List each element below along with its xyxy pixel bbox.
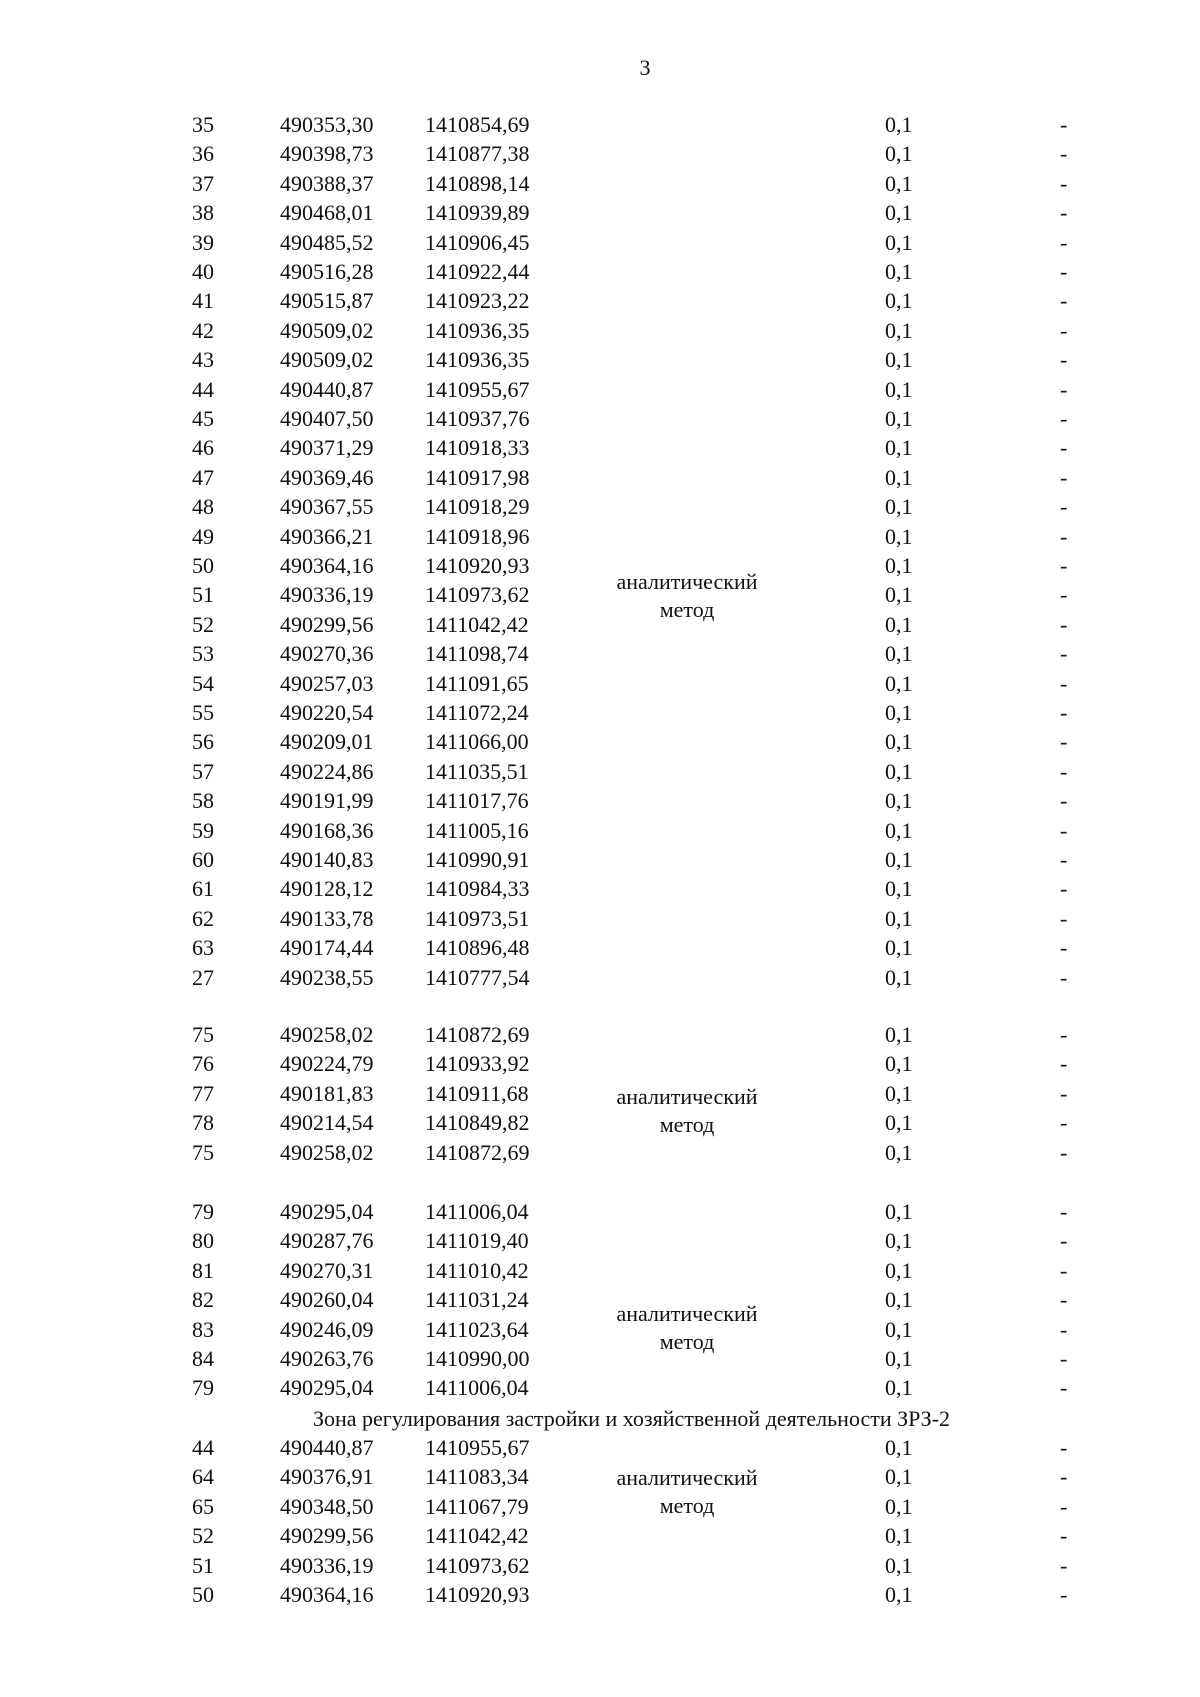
accuracy-value: 0,1 [885, 1552, 913, 1578]
description-value: - [1060, 1257, 1068, 1283]
description-value: - [1060, 406, 1068, 431]
coordinate-x: 490376,91 [280, 1464, 374, 1490]
table-row [0, 1049, 1200, 1078]
table-row [0, 169, 1200, 198]
accuracy-value: 0,1 [885, 1110, 913, 1136]
description-value: - [1060, 964, 1068, 990]
accuracy-value: 0,1 [885, 758, 913, 784]
description-value: - [1060, 259, 1068, 284]
accuracy-value: 0,1 [885, 376, 913, 402]
point-number: 63 [192, 935, 214, 961]
accuracy-value: 0,1 [885, 1257, 913, 1283]
coordinate-x: 490364,16 [280, 1582, 374, 1607]
point-number: 44 [192, 376, 214, 402]
table-row [0, 963, 1200, 992]
description-value: - [1060, 112, 1068, 137]
point-number: 54 [192, 670, 214, 696]
coordinate-x: 490181,83 [280, 1080, 374, 1106]
coordinate-x: 490440,87 [280, 376, 374, 402]
coordinate-y: 1411067,79 [425, 1493, 529, 1519]
table-row [0, 463, 1200, 492]
coordinate-y: 1410906,45 [425, 229, 530, 255]
table-row [0, 1433, 1200, 1462]
accuracy-value: 0,1 [885, 905, 913, 931]
description-value: - [1060, 317, 1068, 343]
description-value: - [1060, 817, 1068, 843]
coordinate-x: 490485,52 [280, 229, 374, 255]
accuracy-value: 0,1 [885, 847, 913, 872]
coordinate-x: 490287,76 [280, 1228, 374, 1254]
coordinate-y: 1410911,68 [425, 1080, 529, 1106]
description-value: - [1060, 1523, 1068, 1549]
point-number: 50 [192, 553, 214, 578]
coordinate-y: 1411072,24 [425, 700, 529, 725]
coordinate-y: 1410955,67 [425, 1435, 530, 1460]
accuracy-value: 0,1 [885, 317, 913, 343]
coordinate-y: 1410933,92 [425, 1051, 530, 1077]
description-value: - [1060, 1022, 1068, 1047]
accuracy-value: 0,1 [885, 229, 913, 255]
point-number: 57 [192, 758, 214, 784]
method-label-line: аналитический [616, 1465, 758, 1490]
method-label [567, 1464, 807, 1520]
page-number: 3 [639, 55, 651, 80]
description-value: - [1060, 905, 1068, 931]
coordinate-y: 1410872,69 [425, 1139, 530, 1165]
table-row [0, 1373, 1200, 1402]
coordinate-y: 1410920,93 [425, 1582, 530, 1607]
table-row [0, 257, 1200, 286]
coordinate-y: 1410955,67 [425, 376, 530, 402]
accuracy-value: 0,1 [885, 406, 913, 431]
point-number: 50 [192, 1582, 214, 1607]
coordinate-x: 490348,50 [280, 1493, 374, 1519]
table-row [0, 198, 1200, 227]
accuracy-value: 0,1 [885, 1228, 913, 1254]
table-row [0, 110, 1200, 139]
coordinate-y: 1410939,89 [425, 200, 530, 226]
point-number: 51 [192, 1552, 214, 1578]
description-value: - [1060, 1051, 1068, 1077]
coordinate-y: 1410877,38 [425, 141, 530, 167]
coordinate-x: 490209,01 [280, 729, 374, 755]
description-value: - [1060, 1110, 1068, 1136]
point-number: 27 [192, 964, 214, 990]
accuracy-value: 0,1 [885, 170, 913, 196]
coordinate-x: 490407,50 [280, 406, 374, 431]
table-row [0, 228, 1200, 257]
accuracy-value: 0,1 [885, 788, 913, 814]
table-row [0, 874, 1200, 903]
method-label [567, 1083, 807, 1139]
point-number: 35 [192, 112, 214, 137]
table-row [0, 1226, 1200, 1255]
accuracy-value: 0,1 [885, 1139, 913, 1165]
table-row [0, 139, 1200, 168]
description-value: - [1060, 641, 1068, 667]
coordinate-x: 490468,01 [280, 200, 374, 226]
accuracy-value: 0,1 [885, 464, 913, 490]
accuracy-value: 0,1 [885, 1051, 913, 1077]
description-value: - [1060, 1582, 1068, 1607]
table-row [0, 816, 1200, 845]
accuracy-value: 0,1 [885, 1022, 913, 1047]
description-value: - [1060, 553, 1068, 578]
table-row [0, 727, 1200, 756]
table-row [0, 669, 1200, 698]
point-number: 47 [192, 464, 214, 490]
accuracy-value: 0,1 [885, 935, 913, 961]
coordinate-x: 490515,87 [280, 288, 374, 314]
coordinate-x: 490128,12 [280, 876, 374, 902]
accuracy-value: 0,1 [885, 1493, 913, 1519]
coordinate-y: 1411017,76 [425, 788, 529, 814]
coordinate-x: 490257,03 [280, 670, 374, 696]
accuracy-value: 0,1 [885, 641, 913, 667]
description-value: - [1060, 729, 1068, 755]
coordinate-x: 490388,37 [280, 170, 374, 196]
coordinate-y: 1410777,54 [425, 964, 530, 990]
method-label-line: метод [659, 1112, 715, 1137]
method-label-line: метод [659, 1493, 715, 1518]
coordinate-x: 490509,02 [280, 317, 374, 343]
table-row [0, 1551, 1200, 1580]
accuracy-value: 0,1 [885, 553, 913, 578]
coordinate-x: 490299,56 [280, 1523, 374, 1549]
description-value: - [1060, 1346, 1068, 1371]
point-number: 52 [192, 611, 214, 637]
coordinate-x: 490168,36 [280, 817, 374, 843]
table-row [0, 492, 1200, 521]
table-row [0, 639, 1200, 668]
coordinate-x: 490295,04 [280, 1375, 374, 1401]
accuracy-value: 0,1 [885, 288, 913, 314]
coordinate-y: 1411006,04 [425, 1199, 529, 1224]
point-number: 39 [192, 229, 214, 255]
accuracy-value: 0,1 [885, 494, 913, 520]
coordinate-y: 1410936,35 [425, 317, 530, 343]
coordinate-y: 1410984,33 [425, 876, 530, 902]
point-number: 77 [192, 1080, 214, 1106]
point-number: 61 [192, 876, 214, 902]
coordinate-y: 1410923,22 [425, 288, 530, 314]
description-value: - [1060, 1228, 1068, 1254]
description-value: - [1060, 758, 1068, 784]
coordinate-x: 490270,31 [280, 1257, 374, 1283]
method-label-line: аналитический [616, 569, 758, 594]
coordinate-y: 1411005,16 [425, 817, 529, 843]
coordinate-x: 490509,02 [280, 347, 374, 373]
point-number: 62 [192, 905, 214, 931]
table-row [0, 1138, 1200, 1167]
coordinate-y: 1410918,96 [425, 523, 530, 549]
accuracy-value: 0,1 [885, 523, 913, 549]
point-number: 36 [192, 141, 214, 167]
table-row [0, 316, 1200, 345]
accuracy-value: 0,1 [885, 1435, 913, 1460]
coordinate-x: 490336,19 [280, 1552, 374, 1578]
coordinate-x: 490246,09 [280, 1316, 374, 1342]
point-number: 82 [192, 1287, 214, 1313]
description-value: - [1060, 464, 1068, 490]
zone-title: Зона регулирования застройки и хозяйственной деятельности ЗРЗ-2 [312, 1406, 951, 1431]
coordinate-x: 490133,78 [280, 905, 374, 931]
description-value: - [1060, 1080, 1068, 1106]
coordinate-x: 490371,29 [280, 435, 374, 461]
coordinate-y: 1410854,69 [425, 112, 530, 137]
point-number: 51 [192, 582, 214, 608]
description-value: - [1060, 1493, 1068, 1519]
description-value: - [1060, 435, 1068, 461]
description-value: - [1060, 876, 1068, 902]
point-number: 79 [192, 1199, 214, 1224]
accuracy-value: 0,1 [885, 876, 913, 902]
coordinate-y: 1411023,64 [425, 1316, 529, 1342]
point-number: 53 [192, 641, 214, 667]
coordinate-y: 1411006,04 [425, 1375, 529, 1401]
coordinate-x: 490258,02 [280, 1139, 374, 1165]
description-value: - [1060, 376, 1068, 402]
coordinate-y: 1411031,24 [425, 1287, 529, 1313]
description-value: - [1060, 170, 1068, 196]
point-number: 76 [192, 1051, 214, 1077]
coordinate-x: 490369,46 [280, 464, 374, 490]
coordinate-y: 1410918,29 [425, 494, 530, 520]
point-number: 40 [192, 259, 214, 284]
table-row [0, 904, 1200, 933]
description-value: - [1060, 1435, 1068, 1460]
description-value: - [1060, 935, 1068, 961]
description-value: - [1060, 141, 1068, 167]
coordinate-x: 490224,86 [280, 758, 374, 784]
coordinate-y: 1411019,40 [425, 1228, 529, 1254]
description-value: - [1060, 582, 1068, 608]
description-value: - [1060, 494, 1068, 520]
coordinate-x: 490214,54 [280, 1110, 374, 1136]
table-row [0, 433, 1200, 462]
table-row [0, 698, 1200, 727]
point-number: 41 [192, 288, 214, 314]
coordinate-y: 1410920,93 [425, 553, 530, 578]
description-value: - [1060, 200, 1068, 226]
table-row [0, 375, 1200, 404]
point-number: 38 [192, 200, 214, 226]
coordinate-x: 490295,04 [280, 1199, 374, 1224]
description-value: - [1060, 847, 1068, 872]
table-row [0, 1197, 1200, 1226]
point-number: 52 [192, 1523, 214, 1549]
point-number: 45 [192, 406, 214, 431]
description-value: - [1060, 670, 1068, 696]
point-number: 46 [192, 435, 214, 461]
table-row [0, 1521, 1200, 1550]
point-number: 78 [192, 1110, 214, 1136]
accuracy-value: 0,1 [885, 112, 913, 137]
table-row [0, 1020, 1200, 1049]
point-number: 49 [192, 523, 214, 549]
description-value: - [1060, 523, 1068, 549]
coordinate-y: 1410922,44 [425, 259, 530, 284]
table-row [0, 786, 1200, 815]
description-value: - [1060, 788, 1068, 814]
coordinate-x: 490336,19 [280, 582, 374, 608]
description-value: - [1060, 1316, 1068, 1342]
coordinate-x: 490220,54 [280, 700, 374, 725]
point-number: 37 [192, 170, 214, 196]
point-number: 83 [192, 1316, 214, 1342]
point-number: 75 [192, 1022, 214, 1047]
accuracy-value: 0,1 [885, 1464, 913, 1490]
method-label-line: метод [659, 597, 715, 622]
point-number: 55 [192, 700, 214, 725]
accuracy-value: 0,1 [885, 1523, 913, 1549]
accuracy-value: 0,1 [885, 964, 913, 990]
accuracy-value: 0,1 [885, 611, 913, 637]
coordinate-y: 1410898,14 [425, 170, 530, 196]
accuracy-value: 0,1 [885, 729, 913, 755]
table-row [0, 1256, 1200, 1285]
description-value: - [1060, 1552, 1068, 1578]
table-row [0, 757, 1200, 786]
method-label-line: аналитический [616, 1301, 758, 1326]
description-value: - [1060, 1464, 1068, 1490]
description-value: - [1060, 1375, 1068, 1401]
point-number: 60 [192, 847, 214, 872]
accuracy-value: 0,1 [885, 435, 913, 461]
accuracy-value: 0,1 [885, 1287, 913, 1313]
coordinate-y: 1411042,42 [425, 1523, 529, 1549]
point-number: 48 [192, 494, 214, 520]
coordinate-y: 1410849,82 [425, 1110, 530, 1136]
accuracy-value: 0,1 [885, 1316, 913, 1342]
accuracy-value: 0,1 [885, 670, 913, 696]
coordinate-y: 1410917,98 [425, 464, 530, 490]
accuracy-value: 0,1 [885, 347, 913, 373]
coordinate-x: 490174,44 [280, 935, 374, 961]
point-number: 59 [192, 817, 214, 843]
accuracy-value: 0,1 [885, 1346, 913, 1371]
table-row [0, 404, 1200, 433]
accuracy-value: 0,1 [885, 141, 913, 167]
coordinate-x: 490299,56 [280, 611, 374, 637]
accuracy-value: 0,1 [885, 259, 913, 284]
accuracy-value: 0,1 [885, 1080, 913, 1106]
coordinate-x: 490364,16 [280, 553, 374, 578]
description-value: - [1060, 1287, 1068, 1313]
table-row [0, 522, 1200, 551]
point-number: 81 [192, 1257, 214, 1283]
accuracy-value: 0,1 [885, 582, 913, 608]
table-row [0, 1580, 1200, 1609]
description-value: - [1060, 1139, 1068, 1165]
coordinate-y: 1410937,76 [425, 406, 530, 431]
coordinate-y: 1411091,65 [425, 670, 529, 696]
coordinate-y: 1411083,34 [425, 1464, 529, 1490]
point-number: 64 [192, 1464, 214, 1490]
description-value: - [1060, 288, 1068, 314]
coordinate-y: 1411010,42 [425, 1257, 529, 1283]
coordinate-y: 1410990,91 [425, 847, 530, 872]
table-row [0, 845, 1200, 874]
coordinate-x: 490353,30 [280, 112, 374, 137]
coordinate-y: 1411042,42 [425, 611, 529, 637]
method-label-line: метод [659, 1329, 715, 1354]
coordinate-y: 1410872,69 [425, 1022, 530, 1047]
coordinate-x: 490260,04 [280, 1287, 374, 1313]
description-value: - [1060, 611, 1068, 637]
description-value: - [1060, 1199, 1068, 1224]
point-number: 79 [192, 1375, 214, 1401]
coordinate-x: 490440,87 [280, 1435, 374, 1460]
method-label-line: аналитический [616, 1084, 758, 1109]
coordinate-x: 490263,76 [280, 1346, 374, 1371]
coordinate-x: 490140,83 [280, 847, 374, 872]
coordinate-y: 1410896,48 [425, 935, 530, 961]
point-number: 80 [192, 1228, 214, 1254]
accuracy-value: 0,1 [885, 1375, 913, 1401]
point-number: 84 [192, 1346, 214, 1371]
coordinate-y: 1410973,62 [425, 582, 530, 608]
coordinate-y: 1411098,74 [425, 641, 529, 667]
coordinate-x: 490398,73 [280, 141, 374, 167]
accuracy-value: 0,1 [885, 700, 913, 725]
description-value: - [1060, 347, 1068, 373]
table-row [0, 286, 1200, 315]
table-row [0, 345, 1200, 374]
coordinate-y: 1410918,33 [425, 435, 530, 461]
description-value: - [1060, 229, 1068, 255]
point-number: 56 [192, 729, 214, 755]
coordinate-x: 490516,28 [280, 259, 374, 284]
coordinate-x: 490191,99 [280, 788, 374, 814]
method-label [567, 1300, 807, 1356]
coordinate-x: 490270,36 [280, 641, 374, 667]
point-number: 43 [192, 347, 214, 373]
accuracy-value: 0,1 [885, 1199, 913, 1224]
coordinate-y: 1410936,35 [425, 347, 530, 373]
coordinate-x: 490224,79 [280, 1051, 374, 1077]
coordinate-y: 1410973,51 [425, 905, 530, 931]
coordinate-x: 490258,02 [280, 1022, 374, 1047]
accuracy-value: 0,1 [885, 1582, 913, 1607]
accuracy-value: 0,1 [885, 817, 913, 843]
table-row [0, 933, 1200, 962]
coordinate-y: 1411035,51 [425, 758, 529, 784]
point-number: 42 [192, 317, 214, 343]
point-number: 75 [192, 1139, 214, 1165]
description-value: - [1060, 700, 1068, 725]
coordinate-x: 490238,55 [280, 964, 374, 990]
coordinate-y: 1410990,00 [425, 1346, 530, 1371]
point-number: 44 [192, 1435, 214, 1460]
method-label [567, 568, 807, 624]
point-number: 58 [192, 788, 214, 814]
coordinate-y: 1410973,62 [425, 1552, 530, 1578]
coordinate-x: 490366,21 [280, 523, 374, 549]
point-number: 65 [192, 1493, 214, 1519]
accuracy-value: 0,1 [885, 200, 913, 226]
coordinate-y: 1411066,00 [425, 729, 529, 755]
coordinate-x: 490367,55 [280, 494, 374, 520]
